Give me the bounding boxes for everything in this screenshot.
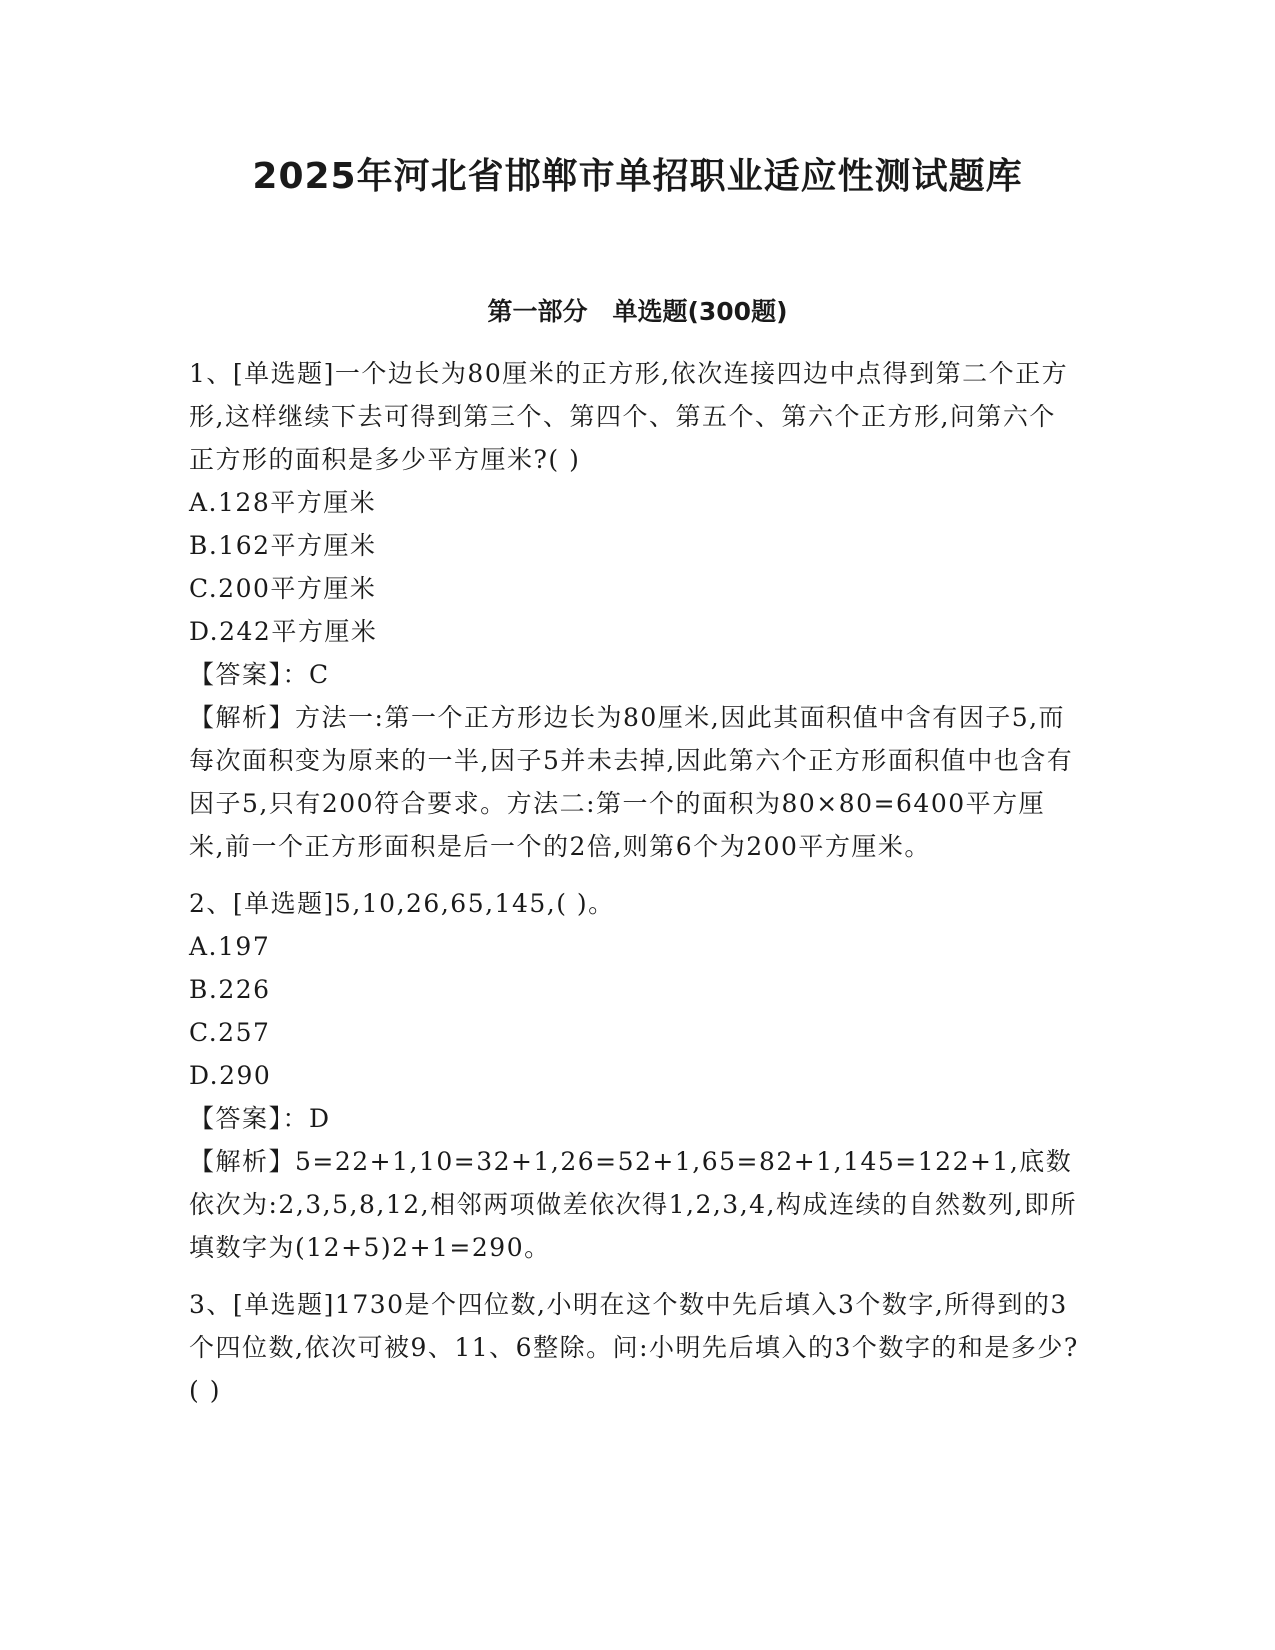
- question-stem: 1、[单选题]一个边长为80厘米的正方形,依次连接四边中点得到第二个正方形,这样继续下去可得到第三个、第四个、第五个、第六个正方形,问第六个正方形的面积是多少平方厘米?( ): [189, 359, 1069, 474]
- document-title: 2025年河北省邯郸市单招职业适应性测试题库: [252, 156, 1023, 197]
- question-2: [189, 882, 1079, 1269]
- option-d: D.242平方厘米: [189, 617, 378, 646]
- question-list: [189, 352, 1079, 1426]
- answer-label: 【答案】: [189, 660, 283, 689]
- analysis-line: [189, 1140, 1079, 1269]
- option-b: B.162平方厘米: [189, 531, 377, 560]
- analysis-line: [189, 696, 1079, 868]
- answer-value: ：D: [282, 1104, 331, 1133]
- answer-label: 【答案】: [189, 1104, 283, 1133]
- option-a: A.197: [189, 932, 271, 961]
- answer-value: ：C: [282, 660, 330, 689]
- question-3: [189, 1283, 1079, 1412]
- answer-line: [189, 1097, 1079, 1140]
- question-stem: 2、[单选题]5,10,26,65,145,( )。: [189, 889, 615, 918]
- option-a: A.128平方厘米: [189, 488, 377, 517]
- analysis-label: 【解析】: [189, 703, 296, 732]
- answer-line: [189, 653, 1079, 696]
- question-1: [189, 352, 1079, 868]
- section-title: 第一部分 单选题(300题): [487, 297, 788, 326]
- option-b: B.226: [189, 975, 271, 1004]
- analysis-text: 5=22+1,10=32+1,26=52+1,65=82+1,145=122+1,底数依次为:2,3,5,8,12,相邻两项做差依次得1,2,3,4,构成连续的自然数列,即所填数字为(12+5)2+1=290。: [189, 1147, 1077, 1262]
- question-stem: 3、[单选题]1730是个四位数,小明在这个数中先后填入3个数字,所得到的3个四位数,依次可被9、11、6整除。问:小明先后填入的3个数字的和是多少?( ): [189, 1290, 1079, 1405]
- option-d: D.290: [189, 1061, 272, 1090]
- option-c: C.200平方厘米: [189, 574, 377, 603]
- option-c: C.257: [189, 1018, 271, 1047]
- analysis-label: 【解析】: [189, 1147, 296, 1176]
- analysis-text: 方法一:第一个正方形边长为80厘米,因此其面积值中含有因子5,而每次面积变为原来的一半,因子5并未去掉,因此第六个正方形面积值中也含有因子5,只有200符合要求。方法二:第一个的面积为80×80=6400平方厘米,前一个正方形面积是后一个的2倍,则第6个为200平方厘米。: [189, 703, 1074, 861]
